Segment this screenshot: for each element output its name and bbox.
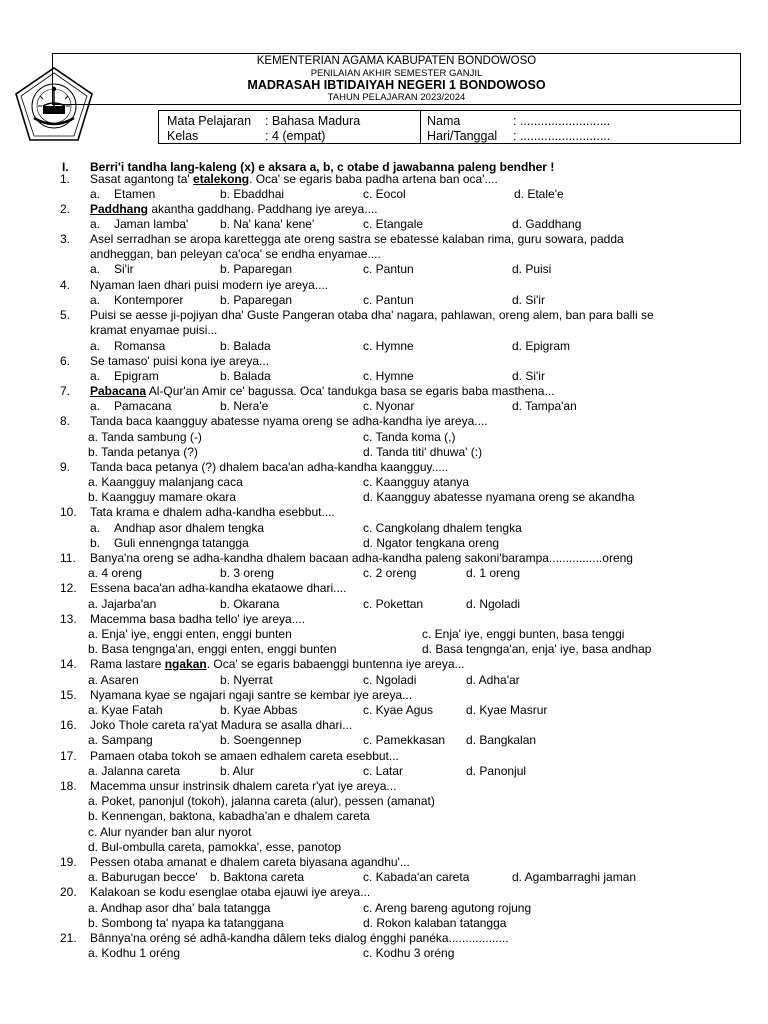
underlined-word: etalekong bbox=[193, 172, 250, 186]
answer-option: c. Latar bbox=[363, 764, 404, 778]
answer-option: a. Jajarba'an bbox=[88, 597, 157, 611]
question-text bbox=[90, 308, 654, 322]
answer-option: c. Kodhu 3 oréng bbox=[363, 946, 455, 960]
answer-option: b. Alur bbox=[220, 764, 255, 778]
answer-option: d. Ngoladi bbox=[466, 597, 521, 611]
answer-option: b. Baktona careta bbox=[210, 870, 305, 884]
question-number: 18. bbox=[60, 779, 77, 793]
question-number: 8. bbox=[60, 414, 71, 428]
question-text bbox=[90, 202, 378, 216]
question-number: 15. bbox=[60, 688, 77, 702]
header-year: TAHUN PELAJARAN 2023/2024 bbox=[327, 92, 466, 103]
answer-option: Epigram bbox=[114, 369, 159, 383]
question-text bbox=[90, 551, 633, 565]
question-text-part: Essena baca'an adha-kandha ekataowe dhari.... bbox=[90, 581, 347, 595]
answer-option: Pamacana bbox=[114, 399, 172, 413]
question-text bbox=[90, 505, 335, 519]
section-number: I. bbox=[62, 160, 69, 174]
question-text bbox=[90, 172, 498, 186]
answer-option: a. Kodhu 1 oréng bbox=[88, 946, 181, 960]
answer-option-letter: a. bbox=[90, 521, 101, 535]
answer-option: c. Hymne bbox=[363, 369, 414, 383]
question-text-part: Nyaman laen dhari puisi modern iye areya.... bbox=[90, 278, 329, 292]
answer-option: d. Bangkalan bbox=[466, 733, 537, 747]
question-text-part: Pamaen otaba tokoh se amaen edhalem careta esebbut... bbox=[90, 749, 399, 763]
answer-option: a. Tanda sambung (-) bbox=[88, 430, 202, 444]
question-text bbox=[90, 354, 269, 368]
name-label: Nama bbox=[427, 114, 461, 128]
answer-option: b. Tanda petanya (?) bbox=[88, 445, 198, 459]
question-text bbox=[90, 232, 624, 246]
answer-option: Andhap asor dhalem tengka bbox=[114, 521, 265, 535]
answer-option: c. Nyonar bbox=[363, 399, 415, 413]
answer-option: b. Paparegan bbox=[220, 262, 293, 276]
question-text bbox=[90, 657, 465, 671]
question-text-part: . Oca' se egaris baba padha artena ban oca'.... bbox=[249, 172, 498, 186]
answer-option-letter: a. bbox=[90, 399, 101, 413]
answer-option-letter: a. bbox=[90, 369, 101, 383]
question-text-part: Tanda baca petanya (?) dhalem baca'an adha-kandha kaangguy..... bbox=[90, 460, 449, 474]
answer-option: b. Basa tengnga'an, enggi enten, enggi bunten bbox=[88, 642, 337, 656]
answer-option: d. Etale'e bbox=[514, 187, 564, 201]
question-text bbox=[90, 885, 370, 899]
question-number: 19. bbox=[60, 855, 77, 869]
answer-option: d. Kaangguy abatesse nyamana oreng se akandha bbox=[363, 490, 635, 504]
answer-option: a. Asaren bbox=[88, 673, 139, 687]
question-text-part: Bânnya'na oréng sé adhâ-kandha dâlem teks dialog éngghi panéka.................. bbox=[90, 931, 509, 945]
answer-option-letter: a. bbox=[90, 187, 101, 201]
answer-option: b. Kyae Abbas bbox=[220, 703, 298, 717]
answer-option: b. Soengennep bbox=[220, 733, 302, 747]
section-instruction: Berri'i tandha lang-kaleng (x) e aksara a, b, c otabe d jawabanna paleng bendher ! bbox=[90, 160, 555, 174]
question-text bbox=[90, 384, 555, 398]
question-text-part: Se tamaso' puisi kona iye areya... bbox=[90, 354, 270, 368]
question-text-part: Macemma unsur instrinsik dhalem careta r'yat iye areya... bbox=[90, 779, 397, 793]
question-text bbox=[90, 749, 399, 763]
answer-option: d. 1 oreng bbox=[466, 566, 521, 580]
question-number: 5. bbox=[60, 308, 71, 322]
answer-option: Guli ennengnga tatangga bbox=[114, 536, 249, 550]
answer-option: c. Etangale bbox=[363, 217, 424, 231]
question-text-part: Nyamana kyae se ngajari ngaji santre se kembar iye areya... bbox=[90, 688, 413, 702]
answer-option: a. Sampang bbox=[88, 733, 153, 747]
answer-option: c. Kaangguy atanya bbox=[363, 475, 470, 489]
answer-option: d. Gaddhang bbox=[512, 217, 582, 231]
answer-option: c. Cangkolang dhalem tengka bbox=[363, 521, 522, 535]
answer-option: b. Na' kana' kene' bbox=[220, 217, 315, 231]
question-text-part: Joko Thole careta ra'yat Madura se asalla dhari... bbox=[90, 718, 353, 732]
class-value: : 4 (empat) bbox=[265, 129, 326, 143]
answer-option: c. 2 oreng bbox=[363, 566, 417, 580]
answer-option: Romansa bbox=[114, 339, 166, 353]
answer-option: a. Andhap asor dha' bala tatangga bbox=[88, 901, 271, 915]
question-text-part: Puisi se aesse ji-pojiyan dha' Guste Pangeran otaba dha' nagara, pahlawan, oreng alem, ban para balli se bbox=[90, 308, 654, 322]
answer-option: b. Sombong ta' nyapa ka tatanggana bbox=[88, 916, 284, 930]
answer-option: c. Kyae Agus bbox=[363, 703, 434, 717]
answer-option: b. Paparegan bbox=[220, 293, 293, 307]
underlined-word: Paddhang bbox=[90, 202, 149, 216]
answer-option: b. Balada bbox=[220, 339, 271, 353]
name-field[interactable]: : .......................... bbox=[513, 114, 611, 128]
question-text-part: Tanda baca kaangguy abatesse nyama oreng se adha-kandha iye areya.... bbox=[90, 414, 488, 428]
answer-option: d. Puisi bbox=[512, 262, 552, 276]
answer-option: Kontemporer bbox=[114, 293, 184, 307]
question-text-part: . Oca' se egaris babaenggi buntenna iye areya... bbox=[206, 657, 465, 671]
answer-option: b. 3 oreng bbox=[220, 566, 275, 580]
answer-option: b. Kennengan, baktona, kabadha'an e dhalem careta bbox=[88, 809, 370, 823]
question-text bbox=[90, 460, 448, 474]
answer-option: b. Balada bbox=[220, 369, 271, 383]
question-number: 6. bbox=[60, 354, 71, 368]
answer-option: Etamen bbox=[114, 187, 156, 201]
question-text-part: Rama lastare bbox=[90, 657, 165, 671]
answer-option: Jaman lamba' bbox=[114, 217, 189, 231]
question-text-continued: andheggan, ban peleyan ca'oca' se endha enyamae.... bbox=[90, 247, 381, 261]
question-text-part: Pessen otaba amanat e dhalem careta biyasana agandhu'... bbox=[90, 855, 410, 869]
question-number: 16. bbox=[60, 718, 77, 732]
answer-option: a. Poket, panonjul (tokoh), jalanna careta (alur), pessen (amanat) bbox=[88, 794, 435, 808]
answer-option: c. Pamekkasan bbox=[363, 733, 446, 747]
question-text-part: akantha gaddhang. Paddhang iye areya.... bbox=[148, 202, 378, 216]
answer-option: d. Epigram bbox=[512, 339, 571, 353]
answer-option: c. Pokettan bbox=[363, 597, 424, 611]
question-number: 10. bbox=[60, 505, 77, 519]
answer-option: d. Adha'ar bbox=[466, 673, 520, 687]
question-text bbox=[90, 779, 396, 793]
question-text bbox=[90, 718, 352, 732]
date-field[interactable]: : .......................... bbox=[513, 129, 611, 143]
answer-option: a. Kaangguy malanjang caca bbox=[88, 475, 243, 489]
answer-option: d. Agambarraghi jaman bbox=[512, 870, 637, 884]
question-text-continued: kramat enyamae puisi... bbox=[90, 323, 218, 337]
answer-option-letter: a. bbox=[90, 262, 101, 276]
answer-option: c. Kabada'an careta bbox=[363, 870, 470, 884]
question-number: 4. bbox=[60, 278, 71, 292]
answer-option: a. Jalanna careta bbox=[88, 764, 181, 778]
date-label: Hari/Tanggal bbox=[427, 129, 498, 143]
header-exam-type: PENILAIAN AKHIR SEMESTER GANJIL bbox=[310, 68, 483, 79]
answer-option: c. Pantun bbox=[363, 293, 414, 307]
header-school: MADRASAH IBTIDAIYAH NEGERI 1 BONDOWOSO bbox=[247, 78, 546, 92]
answer-option-letter: a. bbox=[90, 217, 101, 231]
question-text bbox=[90, 278, 328, 292]
answer-option: d. Tampa'an bbox=[512, 399, 577, 413]
question-text bbox=[90, 414, 488, 428]
underlined-word: ngakan bbox=[164, 657, 207, 671]
answer-option: b. Okarana bbox=[220, 597, 280, 611]
question-text-part: Macemma basa badha tello' iye areya.... bbox=[90, 612, 306, 626]
answer-option: c. Ngoladi bbox=[363, 673, 417, 687]
answer-option: d. Si'ir bbox=[512, 369, 545, 383]
header-box bbox=[52, 53, 741, 105]
question-text-part: Banya'na oreng se adha-kandha dhalem bacaan adha-kandha paleng sakoni'barampa................oreng bbox=[90, 551, 633, 565]
question-text-part: Al-Qur'an Amir ce' bagussa. Oca' tandukga basa se egaris baba masthena... bbox=[146, 384, 555, 398]
answer-option: c. Hymne bbox=[363, 339, 414, 353]
question-number: 2. bbox=[60, 202, 71, 216]
answer-option: d. Bul-ombulla careta, pamokka', esse, panotop bbox=[88, 840, 342, 854]
answer-option: a. Baburugan becce' bbox=[88, 870, 198, 884]
question-text bbox=[90, 688, 412, 702]
question-text-part: Asel serradhan se aropa karettegga ate oreng sastra se ebatesse kalaban rima, guru sowara, padda bbox=[90, 232, 624, 246]
underlined-word: Pabacana bbox=[90, 384, 147, 398]
class-label: Kelas bbox=[167, 129, 199, 143]
subject-value: : Bahasa Madura bbox=[265, 114, 361, 128]
answer-option: c. Enja' iye, enggi bunten, basa tenggi bbox=[422, 627, 625, 641]
answer-option: d. Tanda titi' dhuwa' (:) bbox=[363, 445, 483, 459]
question-text bbox=[90, 581, 346, 595]
question-number: 11. bbox=[60, 551, 76, 565]
info-divider bbox=[420, 111, 421, 143]
question-number: 9. bbox=[60, 460, 71, 474]
answer-option: Si'ir bbox=[114, 262, 134, 276]
question-number: 21. bbox=[60, 931, 77, 945]
answer-option: d. Basa tengnga'an, enja' iye, basa andhap bbox=[422, 642, 652, 656]
answer-option: d. Panonjul bbox=[466, 764, 527, 778]
answer-option: a. Kyae Fatah bbox=[88, 703, 163, 717]
question-text bbox=[90, 931, 509, 945]
question-number: 12. bbox=[60, 581, 77, 595]
question-text-part: Kalakoan se kodu esenglae otaba ejauwi iye areya... bbox=[90, 885, 371, 899]
answer-option: d. Kyae Masrur bbox=[466, 703, 548, 717]
answer-option: c. Eocol bbox=[363, 187, 406, 201]
question-number: 17. bbox=[60, 749, 77, 763]
answer-option-letter: b. bbox=[90, 536, 101, 550]
header-ministry: KEMENTERIAN AGAMA KABUPATEN BONDOWOSO bbox=[256, 55, 537, 67]
question-number: 1. bbox=[60, 172, 71, 186]
question-number: 13. bbox=[60, 612, 77, 626]
answer-option: b. Nera'e bbox=[220, 399, 269, 413]
answer-option: b. Kaangguy mamare okara bbox=[88, 490, 237, 504]
answer-option: a. Enja' iye, enggi enten, enggi bunten bbox=[88, 627, 292, 641]
answer-option: a. 4 oreng bbox=[88, 566, 143, 580]
answer-option: c. Areng bareng agutong rojung bbox=[363, 901, 532, 915]
answer-option: d. Ngator tengkana oreng bbox=[363, 536, 500, 550]
question-number: 14. bbox=[60, 657, 77, 671]
answer-option: c. Alur nyander ban alur nyorot bbox=[88, 825, 252, 839]
answer-option: b. Ebaddhai bbox=[220, 187, 285, 201]
answer-option: d. Si'ir bbox=[512, 293, 545, 307]
question-text bbox=[90, 855, 410, 869]
question-text bbox=[90, 612, 305, 626]
question-number: 3. bbox=[60, 232, 71, 246]
answer-option: c. Tanda koma (,) bbox=[363, 430, 456, 444]
answer-option-letter: a. bbox=[90, 339, 101, 353]
answer-option: c. Pantun bbox=[363, 262, 414, 276]
answer-option: b. Nyerrat bbox=[220, 673, 273, 687]
student-info-box bbox=[158, 110, 741, 144]
subject-label: Mata Pelajaran bbox=[167, 114, 252, 128]
question-number: 7. bbox=[60, 384, 71, 398]
question-text-part: Sasat agantong ta' bbox=[90, 172, 194, 186]
question-text-part: Tata krama e dhalem adha-kandha esebbut.... bbox=[90, 505, 335, 519]
answer-option-letter: a. bbox=[90, 293, 101, 307]
answer-option: d. Rokon kalaban tatangga bbox=[363, 916, 507, 930]
question-number: 20. bbox=[60, 885, 77, 899]
